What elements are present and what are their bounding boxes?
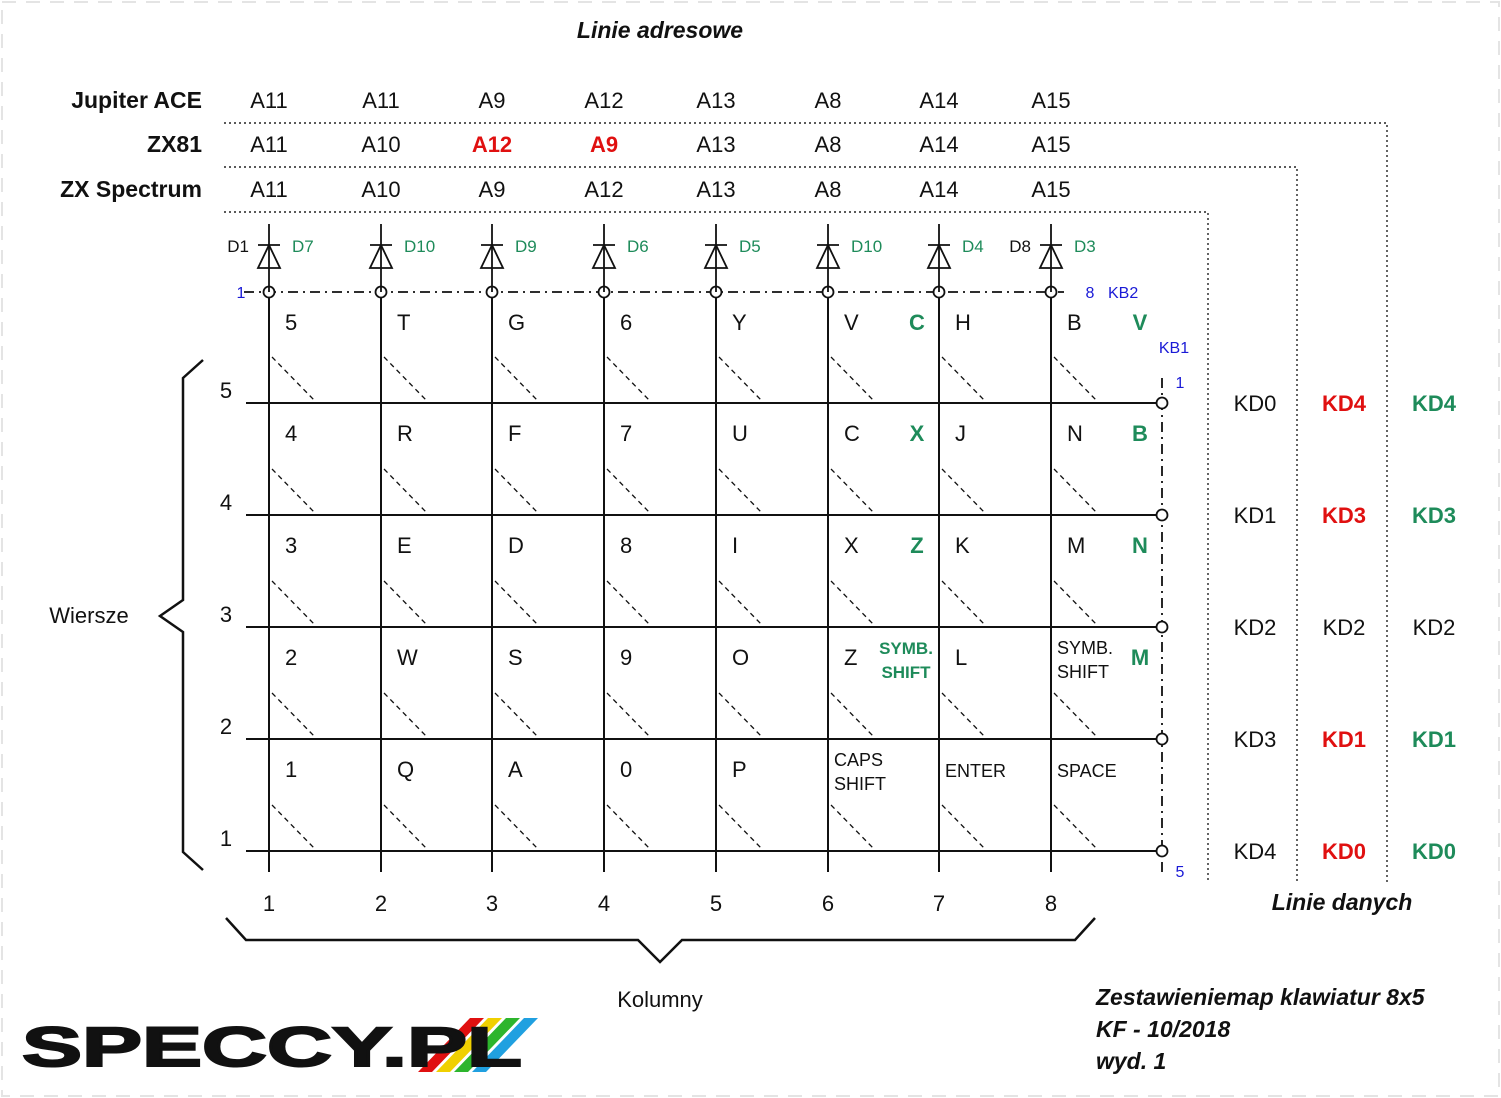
kb1-first-pin-label: 1 <box>1175 375 1185 392</box>
address-line-label: A13 <box>696 88 736 113</box>
address-line-label: A11 <box>250 132 288 157</box>
key-label: SYMB. <box>1057 638 1114 658</box>
diode <box>227 224 313 292</box>
key-label: W <box>397 645 418 670</box>
key-label: 2 <box>285 645 298 670</box>
key-switch <box>495 357 538 401</box>
key-switch <box>384 581 427 625</box>
kb2-last-pin-label: 8 <box>1085 285 1095 302</box>
key-label: SHIFT <box>834 774 886 794</box>
key-switch <box>384 357 427 401</box>
rows-label: Wiersze <box>49 603 129 628</box>
key-switch <box>719 581 762 625</box>
data-line-jupiter: KD1 <box>1411 727 1457 752</box>
machine-name: Jupiter ACE <box>71 87 202 113</box>
kb1-pin <box>1157 622 1168 633</box>
column-number: 6 <box>821 891 835 916</box>
key-switch <box>1054 805 1097 849</box>
address-line-label: A10 <box>361 177 401 202</box>
column-number: 1 <box>262 891 276 916</box>
key-label: SPACE <box>1057 761 1117 781</box>
key-label: O <box>732 645 750 670</box>
key-switch <box>384 693 427 737</box>
data-lines-title: Linie danych <box>1271 889 1413 915</box>
diode <box>1009 224 1095 292</box>
address-line-label: A12 <box>584 177 624 202</box>
address-line-label: A15 <box>1031 88 1071 113</box>
key-label: Z <box>844 645 858 670</box>
speccy-logo <box>22 1015 538 1078</box>
data-line-jupiter: KD0 <box>1411 839 1457 864</box>
rows-brace <box>160 360 203 870</box>
key-switch <box>272 469 315 513</box>
key-switch <box>831 805 874 849</box>
kb1-connector-label: KB1 <box>1158 340 1190 357</box>
key-label: 7 <box>620 421 633 446</box>
matrix-grid <box>220 285 1189 916</box>
data-line-spectrum: KD2 <box>1233 615 1277 640</box>
key-label: R <box>397 421 413 446</box>
key-switch <box>272 357 315 401</box>
column-number: 5 <box>709 891 723 916</box>
key-switch <box>942 357 985 401</box>
machine-address-table <box>60 87 1070 202</box>
diode <box>928 224 984 292</box>
row-number: 3 <box>219 602 233 627</box>
jupiter-key-label: X <box>909 421 925 446</box>
kb1-pin <box>1157 398 1168 409</box>
jupiter-key-label: M <box>1130 645 1150 670</box>
kb2-connector-label: KB2 <box>1108 285 1139 302</box>
page-frame <box>2 2 1499 1096</box>
key-label: H <box>955 310 971 335</box>
jupiter-key-label: B <box>1132 421 1148 446</box>
key-switch <box>495 693 538 737</box>
columns-label: Kolumny <box>617 987 703 1012</box>
kb2-first-pin-label: 1 <box>236 285 246 302</box>
key-switch <box>1054 581 1097 625</box>
address-line-label: A14 <box>919 88 959 113</box>
data-line-jupiter: KD2 <box>1412 615 1456 640</box>
kb1-pin <box>1157 846 1168 857</box>
key-switch <box>384 469 427 513</box>
key-label: K <box>955 533 970 558</box>
address-lines-title: Linie adresowe <box>576 17 744 43</box>
key-label: A <box>508 757 523 782</box>
address-line-label: A12 <box>584 88 624 113</box>
diode-label-jupiter: D6 <box>627 237 649 256</box>
diode-label-jupiter: D7 <box>292 237 314 256</box>
diode-label-jupiter: D10 <box>851 237 883 256</box>
key-label: SHIFT <box>1057 662 1109 682</box>
key-label: E <box>397 533 412 558</box>
data-line-zx81: KD3 <box>1321 503 1367 528</box>
address-line-label: A15 <box>1031 177 1071 202</box>
address-line-label: A11 <box>362 88 400 113</box>
data-lines-table <box>1234 391 1457 864</box>
key-switch <box>831 469 874 513</box>
data-line-spectrum: KD1 <box>1233 503 1277 528</box>
jupiter-key-label: SYMB. <box>879 639 933 658</box>
diode-label-jupiter: D5 <box>739 237 761 256</box>
machine-name: ZX81 <box>147 131 202 157</box>
key-switch <box>384 805 427 849</box>
diode-label-jupiter: D4 <box>962 237 984 256</box>
column-number: 7 <box>932 891 946 916</box>
key-switch <box>1054 469 1097 513</box>
key-label: ENTER <box>945 761 1007 781</box>
machine-name: ZX Spectrum <box>60 176 202 202</box>
key-switch <box>495 469 538 513</box>
address-line-label: A8 <box>814 88 842 113</box>
column-number: 8 <box>1044 891 1058 916</box>
key-label: L <box>955 645 968 670</box>
key-label: I <box>732 533 739 558</box>
address-line-label: A10 <box>361 132 401 157</box>
key-label: Y <box>732 310 747 335</box>
address-line-label: A11 <box>250 177 288 202</box>
address-line-label: A14 <box>919 177 959 202</box>
diode <box>593 224 649 292</box>
footer-title: Zestawieniemap klawiatur 8x5 <box>1096 984 1425 1010</box>
key-label: T <box>397 310 411 335</box>
key-label: N <box>1067 421 1083 446</box>
jupiter-key-label: Z <box>910 533 924 558</box>
key-label: Q <box>397 757 415 782</box>
data-line-spectrum: KD4 <box>1233 839 1277 864</box>
key-switch <box>495 805 538 849</box>
address-line-label: A13 <box>696 132 736 157</box>
address-line-label: A13 <box>696 177 736 202</box>
key-label: C <box>844 421 860 446</box>
key-switch <box>607 469 650 513</box>
key-labels <box>285 310 1149 794</box>
key-label: M <box>1067 533 1086 558</box>
data-line-jupiter: KD3 <box>1411 503 1457 528</box>
key-label: 3 <box>285 533 298 558</box>
address-line-label: A9 <box>589 132 619 157</box>
jupiter-key-label: V <box>1132 310 1148 335</box>
data-line-zx81: KD1 <box>1321 727 1367 752</box>
key-label: 0 <box>620 757 633 782</box>
key-label: P <box>732 757 747 782</box>
column-number: 3 <box>485 891 499 916</box>
key-switch <box>942 469 985 513</box>
diode-label-jupiter: D9 <box>515 237 537 256</box>
data-line-jupiter: KD4 <box>1411 391 1457 416</box>
diodes <box>227 224 1095 292</box>
key-label: D <box>508 533 524 558</box>
address-line-label: A8 <box>814 177 842 202</box>
key-label: B <box>1067 310 1082 335</box>
key-label: X <box>844 533 859 558</box>
key-switch <box>607 581 650 625</box>
key-label: G <box>508 310 526 335</box>
footer-author-date: KF - 10/2018 <box>1096 1016 1231 1042</box>
address-line-label: A11 <box>250 88 288 113</box>
jupiter-key-label: C <box>909 310 925 335</box>
key-label: J <box>955 421 966 446</box>
data-line-zx81: KD0 <box>1321 839 1367 864</box>
key-label: 9 <box>620 645 633 670</box>
row-number: 1 <box>219 826 233 851</box>
key-switch <box>1054 357 1097 401</box>
data-line-zx81: KD2 <box>1322 615 1366 640</box>
kb1-pin <box>1157 734 1168 745</box>
address-line-label: A12 <box>471 132 513 157</box>
key-label: 8 <box>620 533 633 558</box>
jupiter-key-label: SHIFT <box>881 663 931 682</box>
key-switch <box>607 357 650 401</box>
footer-edition: wyd. 1 <box>1096 1048 1167 1074</box>
column-number: 2 <box>374 891 388 916</box>
address-line-label: A15 <box>1031 132 1071 157</box>
column-number: 4 <box>597 891 611 916</box>
diode-label-spectrum: D8 <box>1009 237 1031 256</box>
key-label: 1 <box>285 757 298 782</box>
address-line-label: A9 <box>478 177 506 202</box>
key-switch <box>495 581 538 625</box>
columns-brace <box>226 918 1095 962</box>
data-line-zx81: KD4 <box>1321 391 1367 416</box>
key-switch <box>719 693 762 737</box>
key-switch <box>272 805 315 849</box>
key-label: F <box>508 421 522 446</box>
key-switch <box>719 805 762 849</box>
key-label: 5 <box>285 310 298 335</box>
key-switch <box>831 581 874 625</box>
row-number: 5 <box>219 378 233 403</box>
dotted-line-zx81 <box>224 167 1297 883</box>
key-switch <box>942 693 985 737</box>
diode <box>817 224 882 292</box>
data-line-spectrum: KD3 <box>1233 727 1277 752</box>
key-label: 4 <box>285 421 298 446</box>
key-switch <box>272 693 315 737</box>
key-switch <box>719 469 762 513</box>
jupiter-key-label: N <box>1132 533 1148 558</box>
key-switch <box>831 357 874 401</box>
diode-label-jupiter: D10 <box>404 237 436 256</box>
diode <box>370 224 435 292</box>
key-label: V <box>844 310 859 335</box>
key-switch <box>719 357 762 401</box>
key-switch <box>942 581 985 625</box>
key-label: CAPS <box>834 750 884 770</box>
address-line-label: A8 <box>814 132 842 157</box>
logo-text: SPECCY.PL <box>22 1015 522 1078</box>
address-line-label: A14 <box>919 132 959 157</box>
row-number: 4 <box>219 490 233 515</box>
kb1-last-pin-label: 5 <box>1175 864 1185 881</box>
key-label: U <box>732 421 748 446</box>
diode-label-spectrum: D1 <box>227 237 249 256</box>
row-number: 2 <box>219 714 233 739</box>
key-switch <box>272 581 315 625</box>
kb1-pin <box>1157 510 1168 521</box>
diode-label-jupiter: D3 <box>1074 237 1096 256</box>
diode <box>481 224 537 292</box>
key-switch <box>942 805 985 849</box>
data-line-spectrum: KD0 <box>1233 391 1277 416</box>
key-label: S <box>508 645 523 670</box>
key-label: 6 <box>620 310 633 335</box>
key-switch <box>831 693 874 737</box>
key-switch <box>1054 693 1097 737</box>
key-switch <box>607 805 650 849</box>
key-switch <box>607 693 650 737</box>
address-line-label: A9 <box>478 88 506 113</box>
diode <box>705 224 761 292</box>
